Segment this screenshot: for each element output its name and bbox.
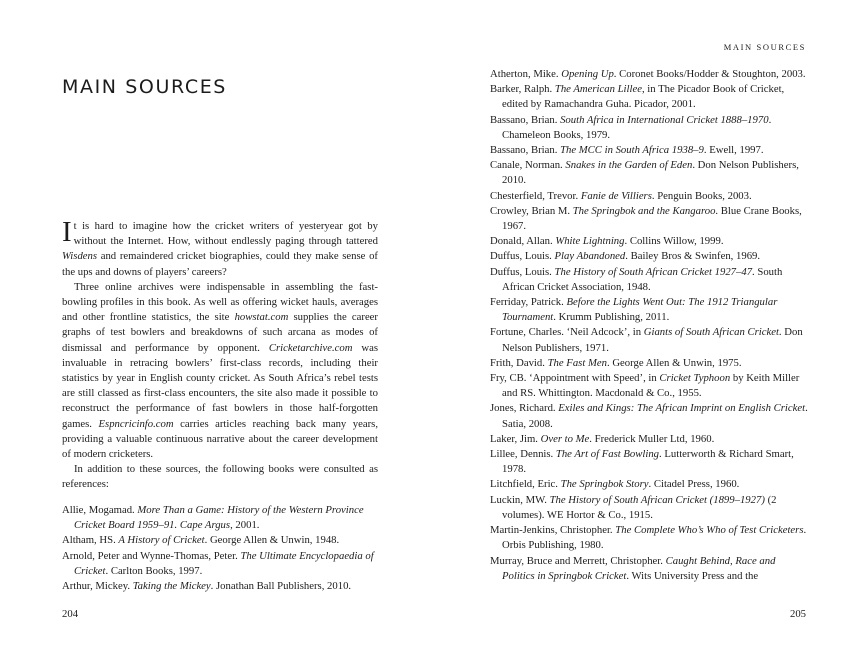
page-number: 204 [62,608,79,620]
reference-entry: Bassano, Brian. The MCC in South Africa 1938–9. Ewell, 1997. [490,144,764,157]
reference-entry: Jones, Richard. Exiles and Kings: The African Imprint on English Cricket. Satia, 2008. [490,402,808,430]
intro-paragraph-1: It is hard to imagine how the cricket writers of yesteryear got by without the Internet. How, without endlessly paging through tattered Wisdens and remaindered cricket biographies, could they make sense of the ups and downs of players’ careers? [62,216,378,278]
reference-entry: Chesterfield, Trevor. Fanie de Villiers. Penguin Books, 2003. [490,189,752,202]
reference-list-left [62,503,380,594]
reference-entry: Ferriday, Patrick. Before the Lights Went Out: The 1912 Triangular Tournament. Krumm Publishing, 2011. [490,296,778,324]
reference-entry: Frith, David. The Fast Men. George Allen & Unwin, 1975. [490,356,742,369]
reference-entry: Fortune, Charles. ‘Neil Adcock’, in Giants of South African Cricket. Don Nelson Publishers, 1971. [490,326,803,354]
reference-entry: Murray, Bruce and Merrett, Christopher. Caught Behind, Race and Politics in Springbok Cricket. Wits University Press and the [490,554,776,582]
reference-entry: Canale, Norman. Snakes in the Garden of Eden. Don Nelson Publishers, 2010. [490,159,799,187]
reference-entry: Fry, CB. ‘Appointment with Speed’, in Cricket Typhoon by Keith Miller and RS. Whittington. Macdonald & Co., 1955. [490,372,800,400]
page-number: 205 [789,608,806,620]
intro-paragraph-2: Three online archives were indispensable in assembling the fast-bowling profiles in this book. As well as offering wicket hauls, averages and other frontline statistics, the site howstat.com supplies the career graphs of test bowlers and breakdowns of such arcana as modes of dismissal and performance by opponent. Cricketarchive.com was invaluable in retracing bowlers’ first-class records, including their statistics by year in English county cricket. As South Africa’s rebel tests are still classed as first-class encounters, the site also made it possible to reconstruct the performance of fast bowlers in those half-forgotten games. Espncricinfo.com carries articles reaching back many years, providing a valuable continuous narrative about the career development of modern cricketers. [62,280,378,461]
reference-entry: Duffus, Louis. The History of South African Cricket 1927–47. South African Cricket Association, 1948. [490,265,783,293]
reference-entry: Barker, Ralph. The American Lillee, in The Picador Book of Cricket, edited by Ramachandra Guha. Picador, 2001. [490,83,785,111]
reference-entry: Duffus, Louis. Play Abandoned. Bailey Bros & Swinfen, 1969. [490,250,761,263]
right-page [434,0,868,664]
running-head: MAIN SOURCES [723,42,806,52]
drop-cap: I [62,216,72,248]
reference-entry: Arnold, Peter and Wynne-Thomas, Peter. The Ultimate Encyclopaedia of Cricket. Carlton Books, 1997. [62,549,374,577]
reference-entry: Luckin, MW. The History of South African Cricket (1899–1927) (2 volumes). WE Hortor & Co., 1915. [490,493,777,521]
reference-entry: Arthur, Mickey. Taking the Mickey. Jonathan Ball Publishers, 2010. [62,580,352,593]
intro-paragraph-3: In addition to these sources, the following books were consulted as references: [62,463,378,491]
intro-text [62,216,378,493]
reference-entry: Atherton, Mike. Opening Up. Coronet Books/Hodder & Stoughton, 2003. [490,68,806,80]
reference-entry: Martin-Jenkins, Christopher. The Complete Who’s Who of Test Cricketers. Orbis Publishing, 1980. [490,524,807,552]
reference-entry: Litchfield, Eric. The Springbok Story. Citadel Press, 1960. [490,478,740,491]
chapter-title: MAIN SOURCES [62,76,227,98]
reference-entry: Donald, Allan. White Lightning. Collins Willow, 1999. [490,235,724,248]
reference-entry: Laker, Jim. Over to Me. Frederick Muller Ltd, 1960. [490,432,715,445]
reference-list-right [490,67,810,584]
reference-entry: Bassano, Brian. South Africa in International Cricket 1888–1970. Chameleon Books, 1979. [490,113,772,141]
reference-entry: Altham, HS. A History of Cricket. George Allen & Unwin, 1948. [62,534,340,547]
reference-entry: Lillee, Dennis. The Art of Fast Bowling. Lutterworth & Richard Smart, 1978. [490,448,794,476]
reference-entry: Crowley, Brian M. The Springbok and the Kangaroo. Blue Crane Books, 1967. [490,204,802,233]
reference-entry: Allie, Mogamad. More Than a Game: History of the Western Province Cricket Board 1959–91. Cape Argus, 2001. [62,504,364,532]
